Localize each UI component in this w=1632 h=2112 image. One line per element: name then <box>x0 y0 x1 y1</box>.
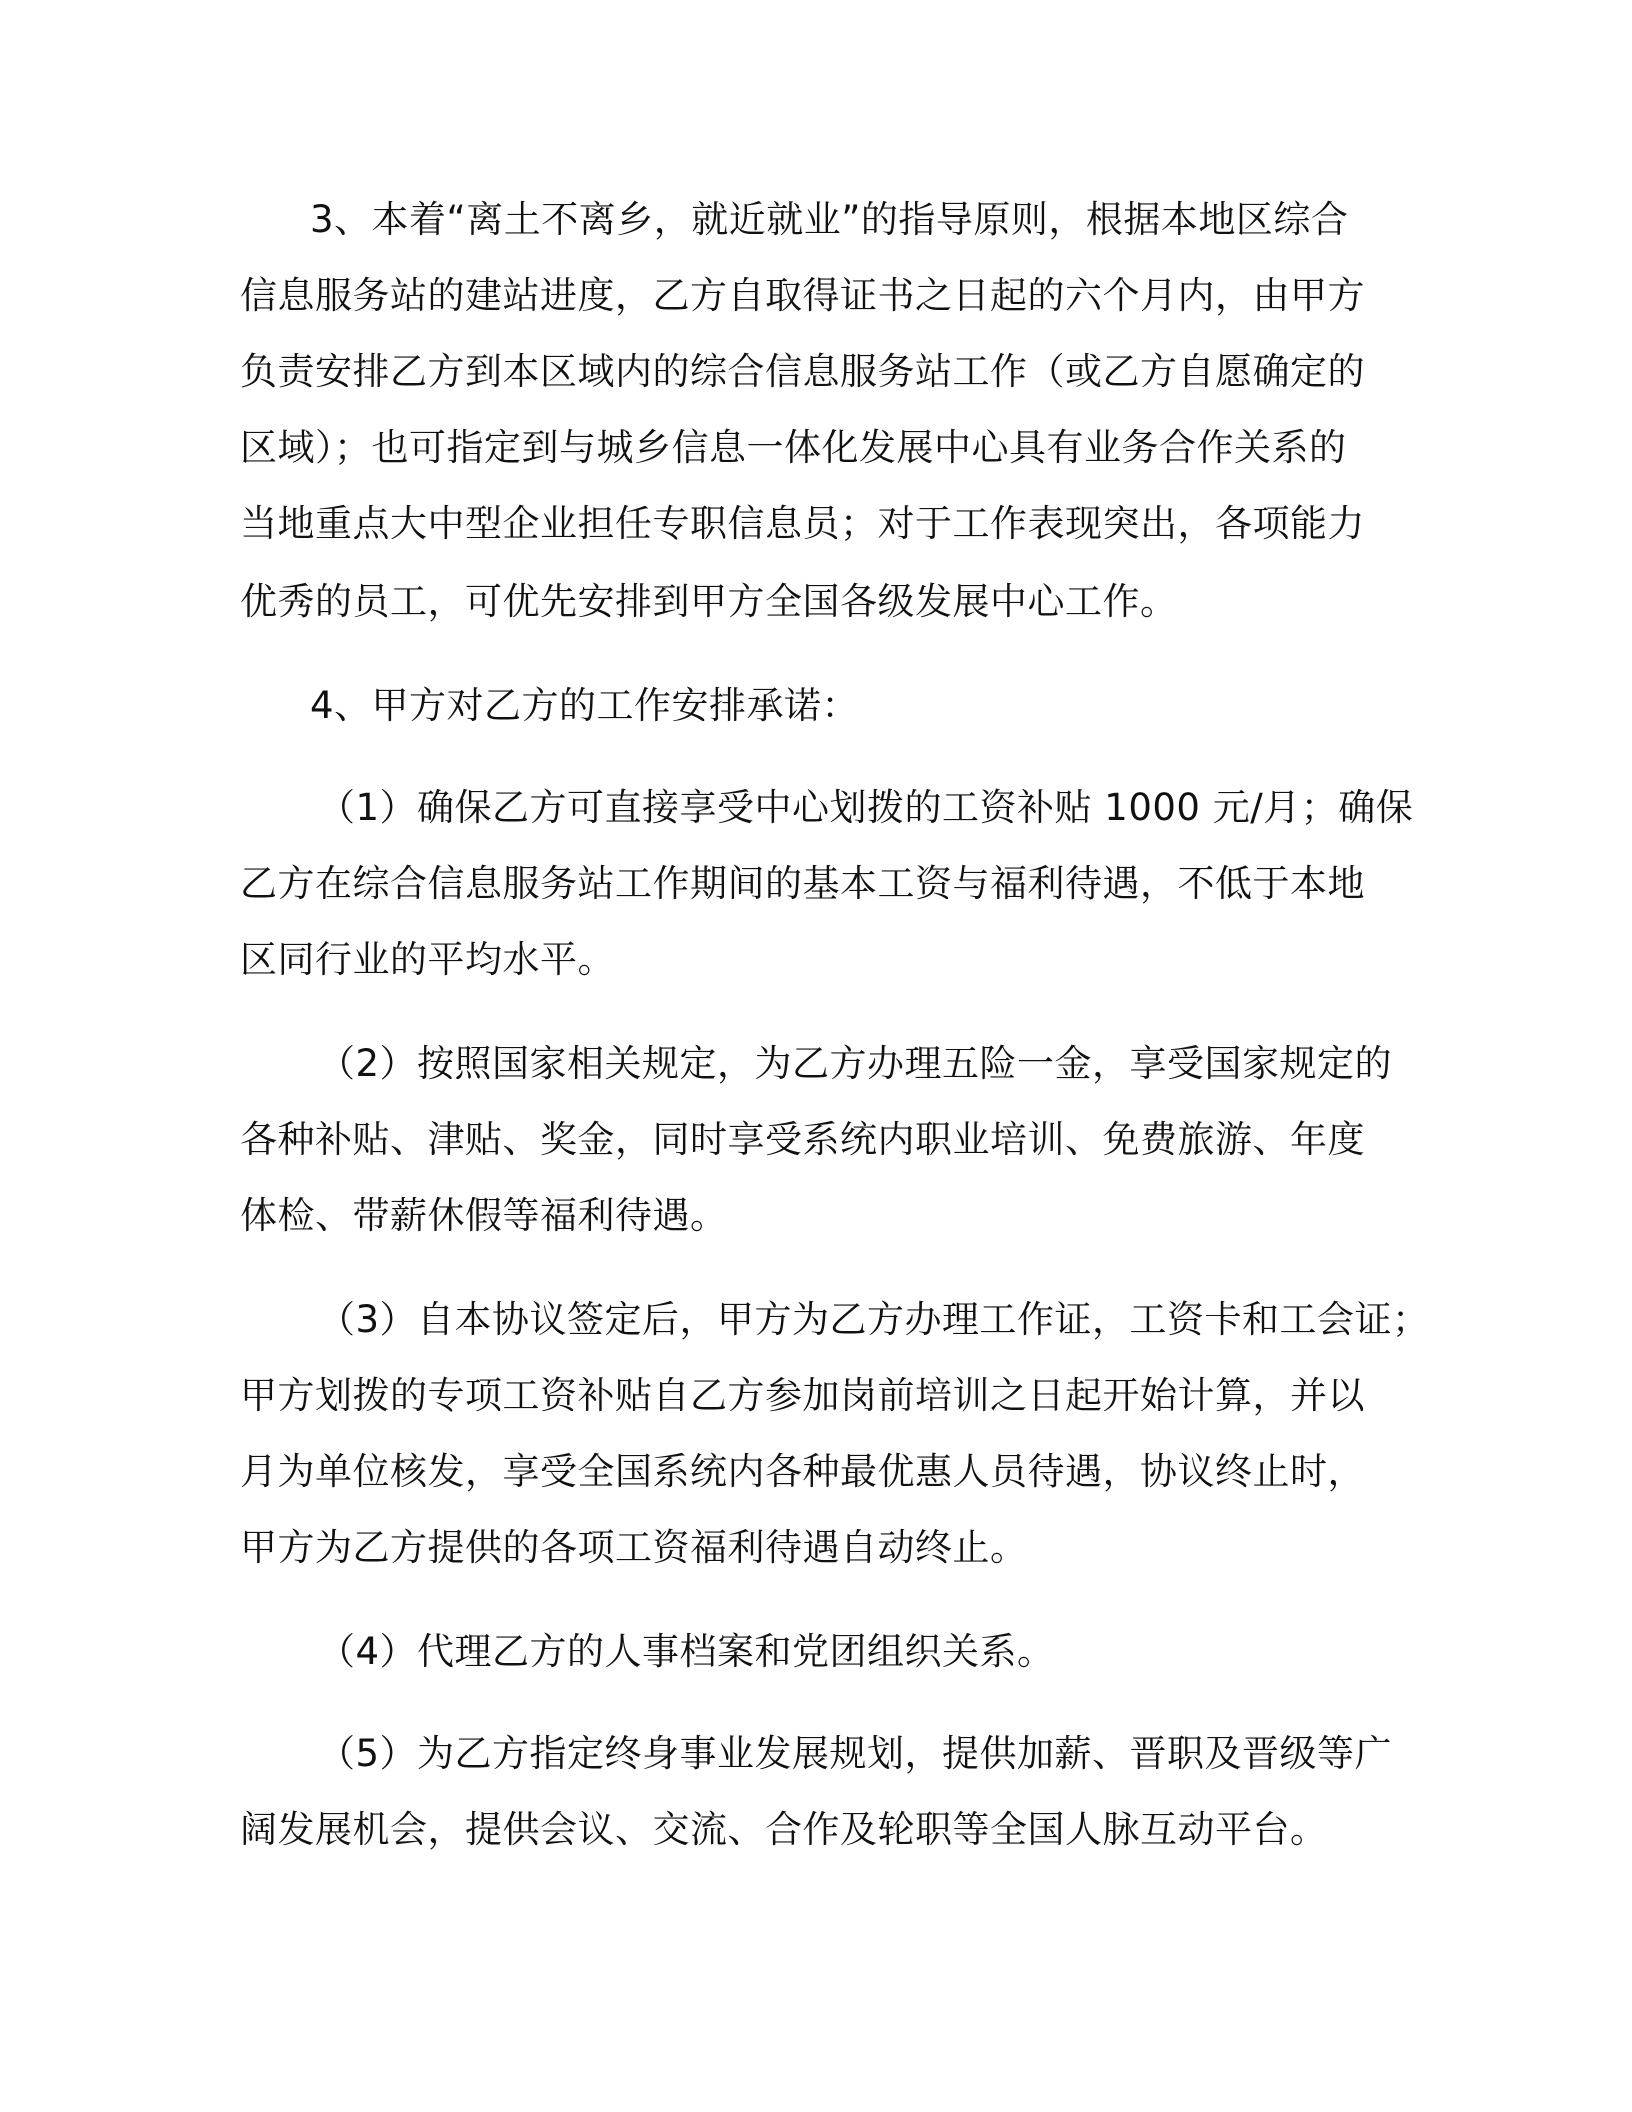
item-2-line-3: 体检、带薪休假等福利待遇。 <box>240 1194 728 1237</box>
paragraph-3-line-4: 区域）；也可指定到与城乡信息一体化发展中心具有业务合作关系的 <box>240 426 1347 469</box>
paragraph-3-line-6: 优秀的员工，可优先安排到甲方全国各级发展中心工作。 <box>240 580 1178 623</box>
item-1-line-2: 乙方在综合信息服务站工作期间的基本工资与福利待遇，不低于本地 <box>240 862 1365 905</box>
item-5-line-2: 阔发展机会，提供会议、交流、合作及轮职等全国人脉互动平台。 <box>240 1808 1328 1851</box>
paragraph-3-line-1: 3、本着“离土不离乡，就近就业”的指导原则，根据本地区综合 <box>310 198 1349 241</box>
item-2-line-2: 各种补贴、津贴、奖金，同时享受系统内职业培训、免费旅游、年度 <box>240 1118 1365 1161</box>
item-1-line-1: （1）确保乙方可直接享受中心划拨的工资补贴 1000 元/月；确保 <box>318 786 1414 829</box>
item-1-line-3: 区同行业的平均水平。 <box>240 938 615 981</box>
item-5-line-1: （5）为乙方指定终身事业发展规划，提供加薪、晋职及晋级等广 <box>318 1732 1393 1775</box>
paragraph-3-line-5: 当地重点大中型企业担任专职信息员；对于工作表现突出，各项能力 <box>240 502 1365 545</box>
item-3-line-4: 甲方为乙方提供的各项工资福利待遇自动终止。 <box>240 1526 1028 1569</box>
item-2-line-1: （2）按照国家相关规定，为乙方办理五险一金，享受国家规定的 <box>318 1042 1393 1085</box>
paragraph-3-line-3: 负责安排乙方到本区域内的综合信息服务站工作（或乙方自愿确定的 <box>240 350 1365 393</box>
item-3-line-1: （3）自本协议签定后，甲方为乙方办理工作证，工资卡和工会证； <box>318 1298 1430 1341</box>
item-3-line-3: 月为单位核发，享受全国系统内各种最优惠人员待遇，协议终止时， <box>240 1450 1365 1493</box>
paragraph-4-line-1: 4、甲方对乙方的工作安排承诺： <box>310 684 860 727</box>
paragraph-3-line-2: 信息服务站的建站进度，乙方自取得证书之日起的六个月内，由甲方 <box>240 274 1365 317</box>
item-4-line-1: （4）代理乙方的人事档案和党团组织关系。 <box>318 1630 1055 1673</box>
item-3-line-2: 甲方划拨的专项工资补贴自乙方参加岗前培训之日起开始计算，并以 <box>240 1374 1365 1417</box>
